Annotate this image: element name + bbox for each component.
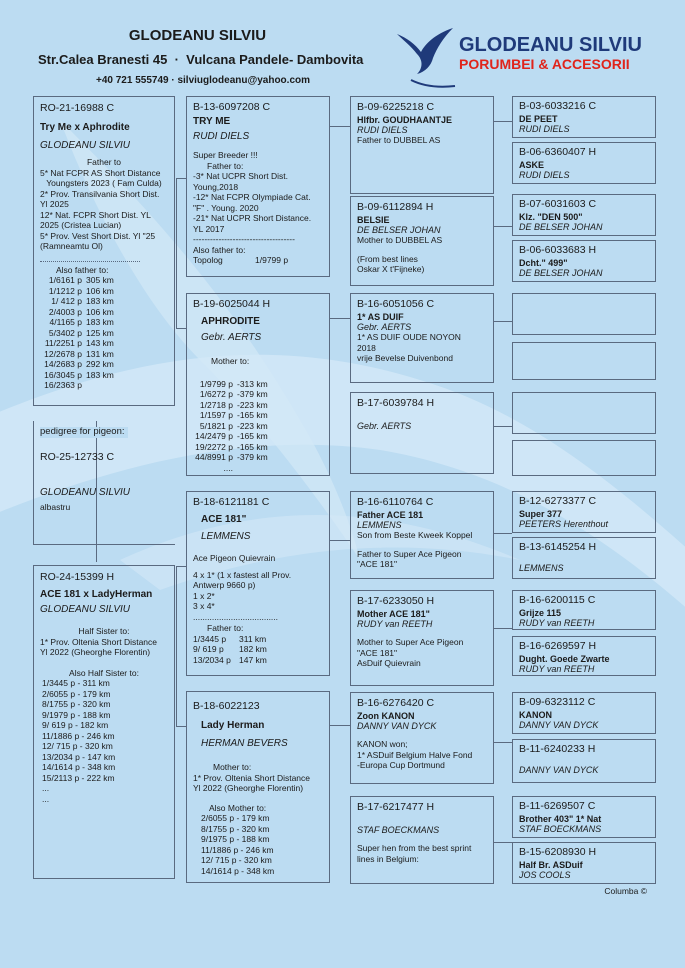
pigeon-name: Mother ACE 181" [357,609,430,619]
ring-number: B-06-6360407 H [519,146,597,158]
list-item: 2/6055 p - 179 km [201,813,270,823]
owner-name: JOS COOLS [519,870,571,880]
result-place: 14/2683 p [44,359,82,369]
list-item: 12/ 715 p - 320 km [42,741,113,751]
list-item: ... [42,783,50,793]
pigeon-card [350,293,494,383]
list-item [193,452,323,463]
list-item: 11/1886 p - 246 km [201,844,274,855]
ring-number: B-16-6276420 C [357,697,435,709]
result-distance: 106 km [86,285,114,296]
connector-line [494,426,512,427]
result-place: 19/2272 p [195,441,233,452]
ring-number: B-13-6145254 H [519,541,597,553]
text-line: Also Mother to: [209,802,267,813]
sire-dam-card [186,293,330,476]
result-distance: 106 km [86,306,114,317]
owner-name: Gebr. AERTS [201,332,262,343]
result-place: 13/2034 p [193,654,231,665]
result-distance: -165 km [237,410,268,420]
text-line: Topolog [193,255,223,265]
pigeon-name: Half Br. ASDuif [519,860,583,870]
list-item [193,431,323,442]
result-distance: 143 km [86,338,114,348]
list-item [40,307,168,318]
text-line: Also father to: [193,244,246,255]
result-place: 14/2479 p [195,431,233,441]
text-line: 1* Prov. Oltenia Short Distance [40,636,158,647]
list-item [193,400,323,411]
pigeon-card [350,796,494,884]
text-line: Half Sister to: [78,626,130,636]
text-line: Father to DUBBEL AS [357,135,441,145]
text-line: (Ramneamtu Ol) [40,241,103,251]
ring-number: B-16-6110764 C [357,496,434,508]
text-line: Yl 2022 (Gheorghe Florentin) [193,783,304,793]
dam-card [33,565,175,879]
text-line: -Europa Cup Dortmund [357,760,445,770]
owner-name: LEMMENS [519,563,564,573]
text-line: KANON won; [357,739,408,749]
text-block [193,150,323,255]
result-distance: 125 km [86,327,114,338]
sire-also-father: Also father to: [56,264,109,275]
owner-name: DE BELSER JOHAN [519,268,603,278]
owner-name: DANNY VAN DYCK [357,721,437,731]
pigeon-card [350,392,494,474]
list-item: 13/2034 p - 147 km [42,751,116,762]
footer-credit: Columba © [604,886,647,896]
owner-name: PEETERS Herenthout [519,519,609,529]
result-distance: -379 km [237,389,268,399]
list-item [40,380,168,391]
list-item: 8/1755 p - 320 km [42,699,111,709]
list-item: 9/1979 p - 188 km [42,709,111,720]
dam-name: ACE 181 x LadyHerman [40,589,153,600]
text-line: Father to [86,157,122,167]
sire-results [40,275,168,391]
text-line: 1/9799 p [255,255,289,265]
list-item [193,634,323,645]
text-line: 3 x 4* [193,601,215,611]
pigeon-card [350,590,494,686]
text-line: .................................... [193,611,279,622]
pigeon-card [512,440,656,476]
ring-number: B-18-6121181 C [193,496,270,508]
text-line: 1* Prov. Oltenia Short Distance [193,772,311,783]
pigeon-card [350,96,494,194]
owner-name: RUDI DIELS [357,125,408,135]
list-item: 1/3445 p - 311 km [42,678,110,688]
logo-subtitle: PORUMBEI & ACCESORII [459,56,630,72]
result-distance: 131 km [86,348,114,359]
text-line [357,731,487,739]
owner-name: DANNY VAN DYCK [519,720,599,730]
result-place: 1/1597 p [199,410,233,420]
result-distance: 183 km [86,369,114,380]
pigeon-card [512,194,656,236]
result-place: 2/4003 p [48,306,82,317]
dam-dam-card [186,691,330,883]
owner-name: RUDY van REETH [519,618,595,628]
list-item [193,255,323,266]
connector-line [176,726,186,727]
dam-sire-card [186,491,330,676]
pigeon-card [512,590,656,630]
text-line: "ACE 181" [357,647,398,658]
result-place: 44/8991 p [195,452,233,462]
owner-name: HERMAN BEVERS [201,738,288,749]
owner-name: STAF BOECKMANS [357,825,440,835]
result-place: 5/1821 p [199,420,233,431]
sire-ring: RO-21-16988 C [40,102,115,114]
result-place: .... [223,462,233,473]
list-item [193,644,323,655]
pigeon-name: ASKE [519,160,545,170]
results-list [193,634,323,666]
dam-also-half: Also Half Sister to: [69,667,139,678]
dam-owner: GLODEANU SILVIU [40,604,131,615]
result-place: 5/3402 p [48,327,82,338]
text-line: Mother to: [211,356,250,366]
pigeon-name: TRY ME [193,116,231,127]
ring-number: B-16-6269597 H [519,640,597,652]
text-line: -3* Nat UCPR Short Dist. [193,171,288,181]
text-line: 1* ASDuif Belgium Halve Fond [357,749,473,760]
list-item [40,349,168,360]
text-line: -12* Nat FCPR Olympiade Cat. [193,192,311,202]
result-place: 1/6161 p [48,275,82,285]
list-item [193,463,323,474]
pigeon-name: Brother 403" 1* Nat [519,814,602,824]
ring-number: B-06-6033683 H [519,244,597,256]
pigeon-card [512,636,656,676]
pigeon-card [512,142,656,184]
connector-line [494,226,512,227]
ring-number: B-17-6217477 H [357,801,435,813]
text-line: lines in Belgium: [357,853,419,864]
pigeon-name: Klz. "DEN 500" [519,212,583,222]
sire-name: Try Me x Aphrodite [40,122,130,133]
pigeon-card [512,392,656,434]
pigeon-name: Lady Herman [201,720,265,731]
result-place: 16/3045 p [44,369,82,380]
connector-line [494,842,512,843]
pigeon-card [512,842,656,884]
pedigree-for-label: pedigree for pigeon: [40,427,128,438]
pigeon-card [512,96,656,138]
connector-line [494,121,512,122]
list-item [193,421,323,432]
list-item [193,655,323,666]
pigeon-name: Zoon KANON [357,711,415,721]
text-line: Oskar X t'Fijneke) [357,264,425,274]
text-line [357,541,487,549]
ring-number: B-11-6269507 C [519,800,596,812]
pigeon-card [512,240,656,282]
pigeon-card [350,491,494,579]
text-line: (From best lines [357,253,418,264]
list-item [40,317,168,328]
list-item: 9/ 619 p - 182 km [42,720,109,730]
list-item: 9/1975 p - 188 km [201,834,270,844]
text-line: -21* Nat UCPR Short Distance. [193,213,312,223]
pigeon-card [512,537,656,579]
text-line [357,246,487,254]
ring-number: B-03-6033216 C [519,100,597,112]
list-item [40,328,168,339]
bird-logo-icon [393,24,459,94]
connector-line [176,566,186,567]
text-line: Father to: [207,160,244,171]
pedigree-for-owner: GLODEANU SILVIU [40,487,131,498]
result-distance: 305 km [86,275,114,285]
text-line: Youngsters 2023 ( Fam Culda) [46,178,162,188]
ring-number: B-11-6240233 H [519,743,596,755]
text-line: 12* Nat. FCPR Short Dist. YL [40,209,151,220]
text-line: Young,2018 [193,181,239,192]
list-item [40,338,168,349]
text-line: 2018 [357,342,376,353]
pigeon-card [512,796,656,838]
sire-owner: GLODEANU SILVIU [40,140,131,151]
result-place: 9/ 619 p [193,644,224,654]
breeder-name: GLODEANU SILVIU [128,27,267,44]
result-place: 12/2678 p [44,348,82,359]
address-street: Str.Calea Branesti 45 [38,52,168,67]
pigeon-name: Hlfbr. GOUDHAANTJE [357,115,453,125]
text-line: Mother to DUBBEL AS [357,235,443,245]
owner-name: LEMMENS [201,531,251,542]
result-place: 1/2718 p [199,399,233,410]
breeder-contact: +40 721 555749 · silviuglodeanu@yahoo.com [96,75,311,86]
list-item: 14/1614 p - 348 km [201,865,275,876]
connector-line [330,725,350,726]
text-line [357,835,487,843]
text-line: YL 2017 [193,223,225,234]
list-item [40,286,168,297]
result-place: 11/2251 p [44,338,82,348]
result-place: 4/1165 p [49,317,82,327]
pigeon-name: ACE 181" [201,514,247,525]
pigeon-name: DE PEET [519,114,558,124]
ring-number: B-16-6200115 C [519,594,596,606]
ring-number: B-13-6097208 C [193,101,271,113]
connector-line [494,628,512,629]
list-item: 2/6055 p - 179 km [42,688,111,699]
result-distance: -223 km [237,399,268,410]
text-line: 2* Prov. Transilvania Short Dist. [40,188,160,199]
text-line: Super hen from the best sprint [357,843,472,853]
result-place: 1/1212 p [48,285,82,296]
connector-line [494,321,512,322]
owner-name: RUDI DIELS [519,170,570,180]
list-item [193,410,323,421]
list-item: 8/1755 p - 320 km [201,823,270,834]
list-item [193,379,323,390]
connector-line [176,328,186,329]
ring-number: B-07-6031603 C [519,198,597,210]
owner-name: RUDI DIELS [519,124,570,134]
connector-line [330,126,350,127]
logo-title: GLODEANU SILVIU [459,34,642,56]
owner-name: DE BELSER JOHAN [357,225,441,235]
pigeon-card [512,739,656,783]
ring-number: B-17-6039784 H [357,397,435,409]
result-distance: 183 km [86,317,114,327]
owner-name: RUDY van REETH [357,619,433,629]
result-place: 1/ 412 p [51,296,82,306]
text-line: ------------------------------------ [193,234,295,244]
list-item: 12/ 715 p - 320 km [201,855,272,865]
pigeon-name: KANON [519,710,552,720]
owner-name: RUDI DIELS [193,131,250,142]
ring-number: B-16-6051056 C [357,298,435,310]
list-item: 14/1614 p - 348 km [42,762,116,772]
result-distance: 311 km [239,633,267,644]
pigeon-card [350,196,494,286]
ring-number: B-18-6022123 [193,700,260,712]
pigeon-name: Father ACE 181 [357,510,424,520]
result-place: 1/6272 p [199,389,233,399]
text-line: Mother to: [213,762,252,772]
pigeon-name: Super 377 [519,509,563,519]
dam-results [40,678,168,804]
text-line: 4 x 1* (1 x fastest all Prov. [193,569,292,580]
text-line: Father to: [207,623,244,633]
owner-name: Gebr. AERTS [357,421,412,431]
ring-number: B-09-6323112 C [519,696,596,708]
pigeon-name: Dcht." 499" [519,258,568,268]
text-line: Yl 2022 (Gheorghe Florentin) [40,647,151,657]
text-line: Mother to Super Ace Pigeon [357,637,464,647]
list-item [40,296,168,307]
list-item: 11/1886 p - 246 km [42,730,115,741]
connector-line [176,566,177,726]
pedigree-for-color: albastru [40,502,71,512]
result-place: 1/3445 p [193,633,227,644]
results-list [193,379,323,474]
ring-number: B-19-6025044 H [193,298,271,310]
list-item: ... [42,793,50,804]
sire-card [33,96,175,406]
list-item [40,370,168,381]
connector-line [330,318,350,319]
text-line: Yl 2025 [40,199,69,209]
owner-name: Gebr. AERTS [357,322,412,332]
pedigree-for-card [33,421,175,545]
sire-achievements [40,157,168,252]
list-item [40,359,168,370]
text-line: Ace Pigeon Quievrain [193,553,276,563]
result-distance: 182 km [239,644,267,654]
text-line: AsDuif Quievrain [357,658,421,668]
ring-number: B-17-6233050 H [357,595,435,607]
result-distance: 147 km [239,654,267,665]
connector-line [494,742,512,743]
result-distance: -165 km [237,441,268,452]
connector-line [176,178,186,179]
pigeon-name: Grijze 115 [519,608,562,618]
text-line: 5* Nat FCPR AS Short Distance [40,167,161,178]
connector-line [176,178,177,328]
list-item: 15/2113 p - 222 km [42,772,115,783]
text-line: 1* AS DUIF OUDE NOYON [357,332,461,342]
results-list [193,813,323,876]
text-line: "F" . Young. 2020 [193,202,259,213]
divider [40,261,140,262]
text-line: Super Breeder !!! [193,150,258,160]
pigeon-name: APHRODITE [201,316,260,327]
pigeon-name: Dught. Goede Zwarte [519,654,610,664]
list-item [193,442,323,453]
pigeon-card [350,692,494,784]
text-line [357,629,487,637]
result-distance: -379 km [237,452,268,462]
owner-name: LEMMENS [357,520,402,530]
ring-number: B-15-6208930 H [519,846,597,858]
text-line: "ACE 181" [357,559,398,569]
pedigree-for-ring: RO-25-12733 C [40,451,115,463]
text-line: 5* Prov. Vest Short Dist. Yl "25 [40,230,156,241]
text-line: Antwerp 9660 p) [193,580,256,590]
list-item [40,275,168,286]
ring-number: B-09-6112894 H [357,201,434,213]
text-line: 1 x 2* [193,590,215,601]
pigeon-card [512,342,656,380]
result-place: 1/9799 p [199,378,233,389]
owner-name: RUDY van REETH [519,664,595,674]
pigeon-name: 1* AS DUIF [357,312,404,322]
address-town: Vulcana Pandele- Dambovita [186,52,364,67]
owner-name: STAF BOECKMANS [519,824,602,834]
result-distance: -223 km [237,420,268,431]
result-distance: 183 km [86,296,114,306]
text-line: 2025 (Cristea Lucian) [40,220,122,230]
pigeon-card [512,692,656,734]
breeder-address: Str.Calea Branesti 45 · Vulcana Pandele- Dambovita [38,52,364,67]
text-line: Father to Super Ace Pigeon [357,548,462,559]
result-distance: 292 km [86,359,114,369]
pigeon-card [512,491,656,533]
result-place: 16/2363 p [44,380,82,390]
list-item [193,389,323,400]
ring-number: B-09-6225218 C [357,101,435,113]
ring-number: B-12-6273377 C [519,495,597,507]
result-distance: -313 km [237,378,268,389]
text-line: Son from Beste Kweek Koppel [357,530,473,540]
text-line: vrije Bevelse Duivenbond [357,353,453,363]
owner-name: DE BELSER JOHAN [519,222,603,232]
connector-line [494,533,512,534]
pigeon-name: BELSIE [357,215,390,225]
text-block [193,553,323,622]
sire-sire-card [186,96,330,277]
connector-line [330,540,350,541]
result-distance: -165 km [237,431,268,441]
pigeon-card [512,293,656,335]
dam-ring: RO-24-15399 H [40,571,115,583]
owner-name: DANNY VAN DYCK [519,765,599,775]
